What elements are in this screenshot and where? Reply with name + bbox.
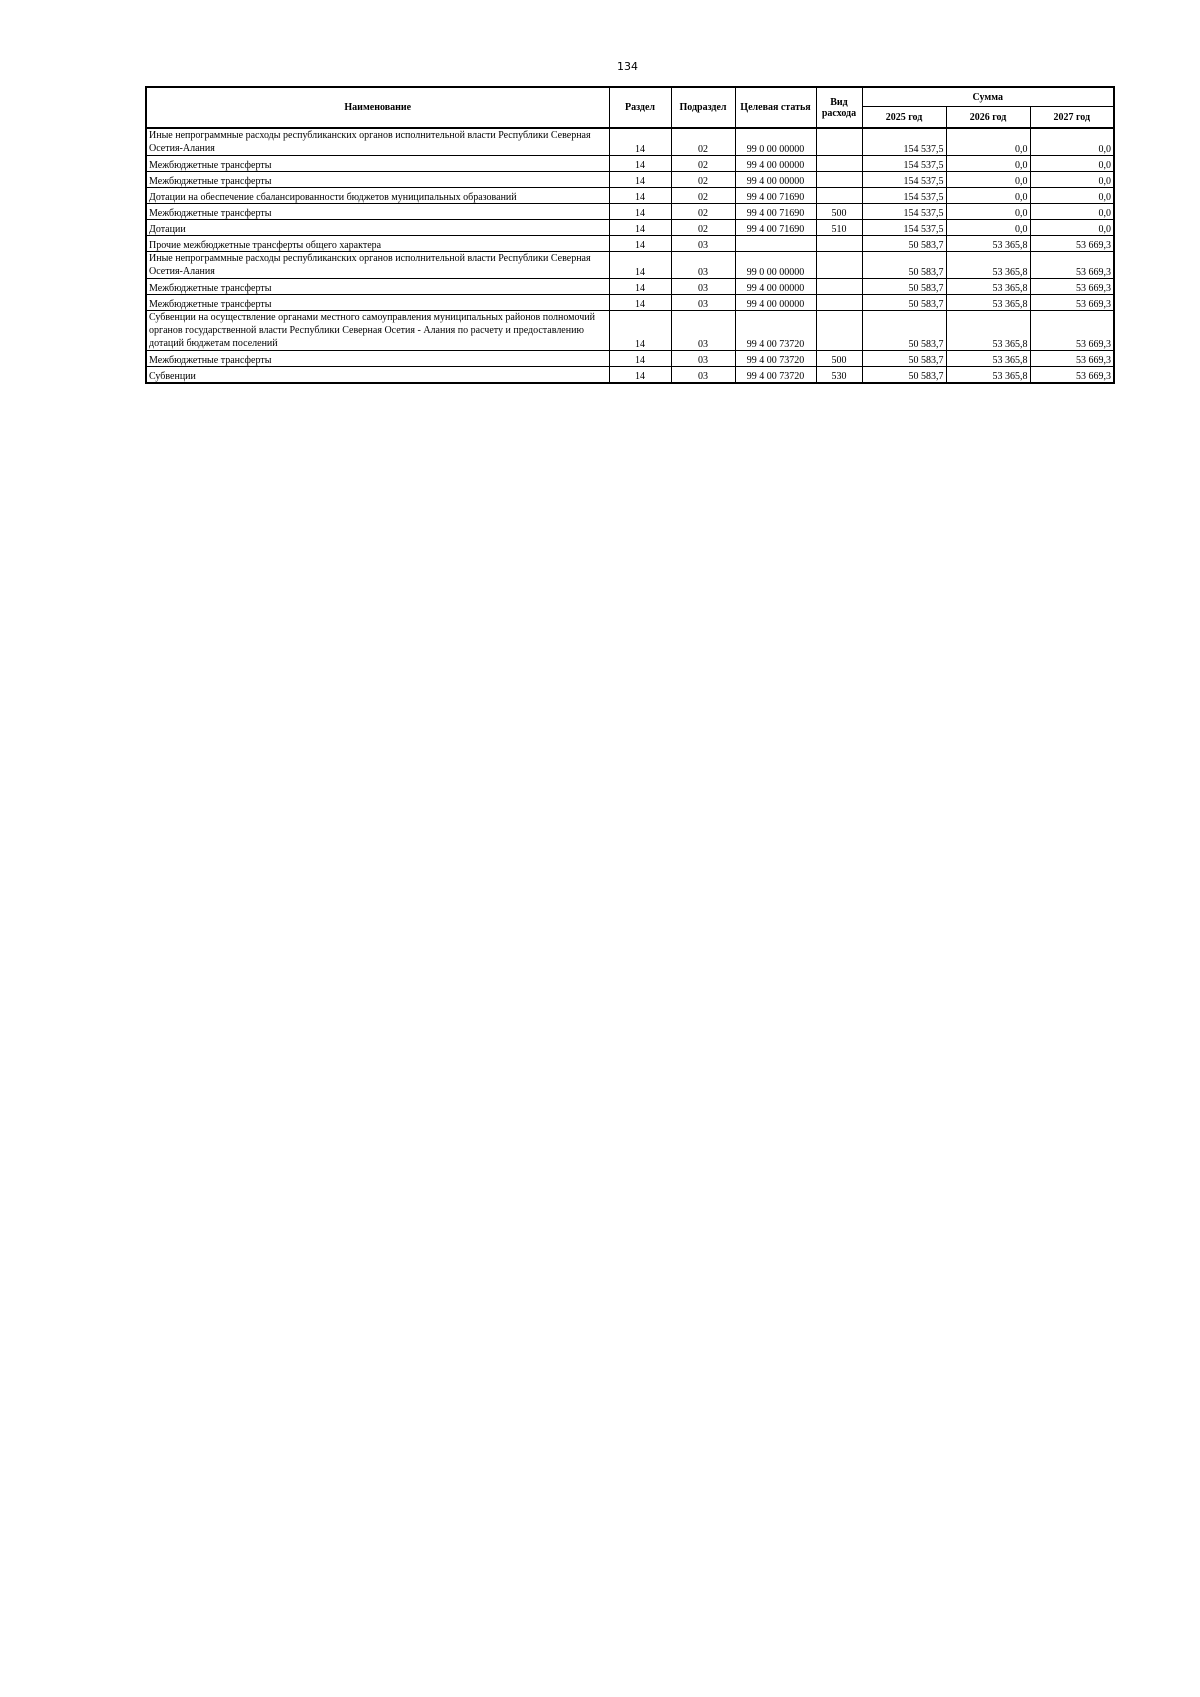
row-target-article: 99 4 00 00000 — [735, 279, 816, 295]
header-year-2027: 2027 год — [1030, 107, 1114, 129]
table-row — [146, 252, 1114, 279]
row-name: Иные непрограммные расходы республиканских органов исполнительной власти Республики Северная Осетия-Алания — [146, 128, 609, 156]
row-sum-2027: 53 669,3 — [1030, 295, 1114, 311]
row-subsection: 02 — [671, 204, 735, 220]
row-sum-2025: 154 537,5 — [862, 188, 946, 204]
header-section: Раздел — [609, 87, 671, 128]
row-name: Межбюджетные трансферты — [146, 172, 609, 188]
row-section: 14 — [609, 311, 671, 351]
row-sum-2026: 53 365,8 — [946, 236, 1030, 252]
row-sum-2026: 53 365,8 — [946, 351, 1030, 367]
budget-table — [145, 86, 1115, 384]
row-expense-type: 500 — [816, 204, 862, 220]
row-sum-2025: 154 537,5 — [862, 156, 946, 172]
row-sum-2026: 0,0 — [946, 156, 1030, 172]
row-section: 14 — [609, 128, 671, 156]
row-target-article: 99 0 00 00000 — [735, 128, 816, 156]
row-name: Межбюджетные трансферты — [146, 204, 609, 220]
row-sum-2025: 50 583,7 — [862, 311, 946, 351]
row-subsection: 03 — [671, 295, 735, 311]
row-expense-type: 530 — [816, 367, 862, 384]
row-sum-2026: 0,0 — [946, 188, 1030, 204]
row-expense-type: 500 — [816, 351, 862, 367]
row-name: Дотации — [146, 220, 609, 236]
header-year-2026: 2026 год — [946, 107, 1030, 129]
row-expense-type — [816, 236, 862, 252]
table-row — [146, 279, 1114, 295]
row-subsection: 02 — [671, 188, 735, 204]
table-row — [146, 311, 1114, 351]
row-expense-type — [816, 156, 862, 172]
row-sum-2027: 53 669,3 — [1030, 351, 1114, 367]
header-target-article: Целевая статья — [735, 87, 816, 128]
table-row — [146, 188, 1114, 204]
row-sum-2025: 154 537,5 — [862, 128, 946, 156]
row-subsection: 02 — [671, 156, 735, 172]
row-target-article — [735, 236, 816, 252]
row-sum-2026: 53 365,8 — [946, 252, 1030, 279]
table-body — [146, 128, 1114, 383]
header-name: Наименование — [146, 87, 609, 128]
table-row — [146, 128, 1114, 156]
row-sum-2025: 50 583,7 — [862, 252, 946, 279]
row-expense-type — [816, 172, 862, 188]
row-subsection: 03 — [671, 351, 735, 367]
row-expense-type — [816, 128, 862, 156]
row-section: 14 — [609, 220, 671, 236]
row-target-article: 99 4 00 71690 — [735, 220, 816, 236]
table-row — [146, 236, 1114, 252]
row-sum-2027: 53 669,3 — [1030, 367, 1114, 384]
row-section: 14 — [609, 204, 671, 220]
row-sum-2027: 53 669,3 — [1030, 236, 1114, 252]
table-row — [146, 220, 1114, 236]
row-section: 14 — [609, 295, 671, 311]
row-sum-2025: 50 583,7 — [862, 367, 946, 384]
row-subsection: 03 — [671, 252, 735, 279]
table-row — [146, 295, 1114, 311]
row-target-article: 99 4 00 00000 — [735, 156, 816, 172]
row-expense-type — [816, 295, 862, 311]
row-name: Межбюджетные трансферты — [146, 351, 609, 367]
row-name: Дотации на обеспечение сбалансированности бюджетов муниципальных образований — [146, 188, 609, 204]
row-target-article: 99 4 00 71690 — [735, 204, 816, 220]
row-section: 14 — [609, 351, 671, 367]
row-sum-2025: 154 537,5 — [862, 220, 946, 236]
row-section: 14 — [609, 236, 671, 252]
row-target-article: 99 4 00 73720 — [735, 367, 816, 384]
header-year-2025: 2025 год — [862, 107, 946, 129]
table-row — [146, 172, 1114, 188]
row-sum-2027: 53 669,3 — [1030, 252, 1114, 279]
row-section: 14 — [609, 188, 671, 204]
row-target-article: 99 4 00 00000 — [735, 172, 816, 188]
row-name: Субвенции — [146, 367, 609, 384]
row-sum-2025: 50 583,7 — [862, 351, 946, 367]
row-sum-2027: 0,0 — [1030, 128, 1114, 156]
row-subsection: 03 — [671, 311, 735, 351]
row-name: Иные непрограммные расходы республиканских органов исполнительной власти Республики Северная Осетия-Алания — [146, 252, 609, 279]
row-target-article: 99 0 00 00000 — [735, 252, 816, 279]
row-subsection: 03 — [671, 367, 735, 384]
row-section: 14 — [609, 252, 671, 279]
row-sum-2026: 0,0 — [946, 128, 1030, 156]
row-sum-2027: 0,0 — [1030, 188, 1114, 204]
row-subsection: 03 — [671, 236, 735, 252]
row-name: Межбюджетные трансферты — [146, 156, 609, 172]
table-row — [146, 204, 1114, 220]
row-sum-2026: 0,0 — [946, 220, 1030, 236]
row-name: Прочие межбюджетные трансферты общего характера — [146, 236, 609, 252]
row-target-article: 99 4 00 71690 — [735, 188, 816, 204]
row-sum-2027: 53 669,3 — [1030, 279, 1114, 295]
row-sum-2025: 50 583,7 — [862, 236, 946, 252]
row-name: Межбюджетные трансферты — [146, 279, 609, 295]
row-expense-type — [816, 279, 862, 295]
row-section: 14 — [609, 279, 671, 295]
row-sum-2027: 0,0 — [1030, 172, 1114, 188]
table-row — [146, 156, 1114, 172]
row-sum-2026: 0,0 — [946, 172, 1030, 188]
row-expense-type: 510 — [816, 220, 862, 236]
row-section: 14 — [609, 172, 671, 188]
row-sum-2026: 53 365,8 — [946, 279, 1030, 295]
row-subsection: 02 — [671, 172, 735, 188]
row-sum-2027: 0,0 — [1030, 204, 1114, 220]
row-target-article: 99 4 00 73720 — [735, 311, 816, 351]
row-subsection: 02 — [671, 220, 735, 236]
row-sum-2026: 53 365,8 — [946, 295, 1030, 311]
table-row — [146, 351, 1114, 367]
page-number: 134 — [617, 60, 638, 73]
row-sum-2025: 50 583,7 — [862, 279, 946, 295]
row-expense-type — [816, 188, 862, 204]
header-sum: Сумма — [862, 87, 1114, 107]
table-header — [146, 87, 1114, 128]
row-sum-2026: 53 365,8 — [946, 311, 1030, 351]
header-expense-type: Вид расхода — [816, 87, 862, 128]
row-section: 14 — [609, 156, 671, 172]
row-subsection: 03 — [671, 279, 735, 295]
row-sum-2025: 154 537,5 — [862, 204, 946, 220]
row-target-article: 99 4 00 73720 — [735, 351, 816, 367]
row-sum-2027: 0,0 — [1030, 220, 1114, 236]
row-sum-2025: 154 537,5 — [862, 172, 946, 188]
row-expense-type — [816, 252, 862, 279]
row-name: Субвенции на осуществление органами местного самоуправления муниципальных районов полномочий органов государственной власти Республики Северная Осетия - Алания по расчету и предоставлению дотаций бюджетам поселений — [146, 311, 609, 351]
row-sum-2026: 0,0 — [946, 204, 1030, 220]
row-section: 14 — [609, 367, 671, 384]
row-target-article: 99 4 00 00000 — [735, 295, 816, 311]
row-sum-2027: 53 669,3 — [1030, 311, 1114, 351]
row-subsection: 02 — [671, 128, 735, 156]
row-sum-2025: 50 583,7 — [862, 295, 946, 311]
row-sum-2027: 0,0 — [1030, 156, 1114, 172]
row-sum-2026: 53 365,8 — [946, 367, 1030, 384]
row-expense-type — [816, 311, 862, 351]
header-subsection: Подраздел — [671, 87, 735, 128]
table-row — [146, 367, 1114, 384]
row-name: Межбюджетные трансферты — [146, 295, 609, 311]
